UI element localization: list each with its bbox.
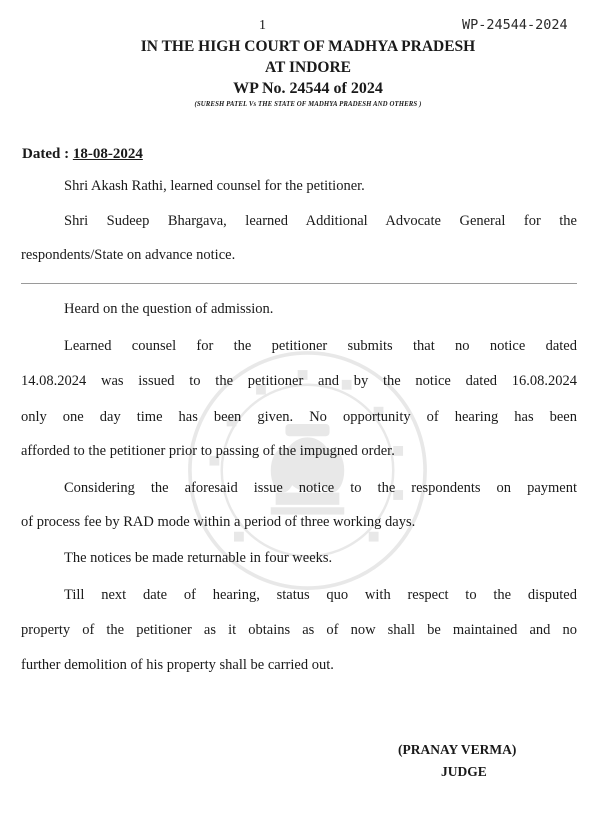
judge-name: (PRANAY VERMA) [398, 742, 517, 757]
order-date [22, 146, 143, 163]
para-submission-line4: afforded to the petitioner prior to passing of the impugned order. [21, 443, 395, 459]
court-bench: AT INDORE [265, 59, 351, 76]
para-submission-line1: Learned counsel for the petitioner submits that no notice dated [64, 338, 577, 354]
para-notice-line1: Considering the aforesaid issue notice to the respondents on payment [64, 480, 577, 496]
page-number: 1 [259, 18, 266, 33]
para-submission-line3: only one day time has been given. No opportunity of hearing has been [21, 409, 577, 425]
dated-label: Dated : [22, 146, 70, 162]
petition-number: WP No. 24544 of 2024 [233, 80, 383, 97]
para-admission: Heard on the question of admission. [64, 301, 274, 317]
judge-title: JUDGE [441, 764, 487, 779]
dated-value: 18-08-2024 [72, 146, 143, 162]
case-id: WP-24544-2024 [462, 17, 568, 33]
appearance-petitioner: Shri Akash Rathi, learned counsel for the petitioner. [64, 178, 365, 194]
appearance-state-line1: Shri Sudeep Bhargava, learned Additional Advocate General for the [64, 213, 577, 229]
para-submission-line2: 14.08.2024 was issued to the petitioner and by the notice dated 16.08.2024 [21, 373, 577, 389]
section-divider [21, 283, 577, 284]
para-status-quo-line2: property of the petitioner as it obtains as of now shall be maintained and no [21, 622, 577, 638]
para-status-quo-line1: Till next date of hearing, status quo with respect to the disputed [64, 587, 577, 603]
appearance-state-line2: respondents/State on advance notice. [21, 247, 236, 263]
para-status-quo-line3: further demolition of his property shall be carried out. [21, 657, 334, 673]
court-name: IN THE HIGH COURT OF MADHYA PRADESH [140, 38, 476, 55]
para-returnable: The notices be made returnable in four weeks. [64, 550, 333, 566]
para-notice-line2: of process fee by RAD mode within a period of three working days. [21, 514, 416, 530]
parties-line: (SURESH PATEL Vs THE STATE OF MADHYA PRADESH AND OTHERS ) [194, 101, 422, 108]
